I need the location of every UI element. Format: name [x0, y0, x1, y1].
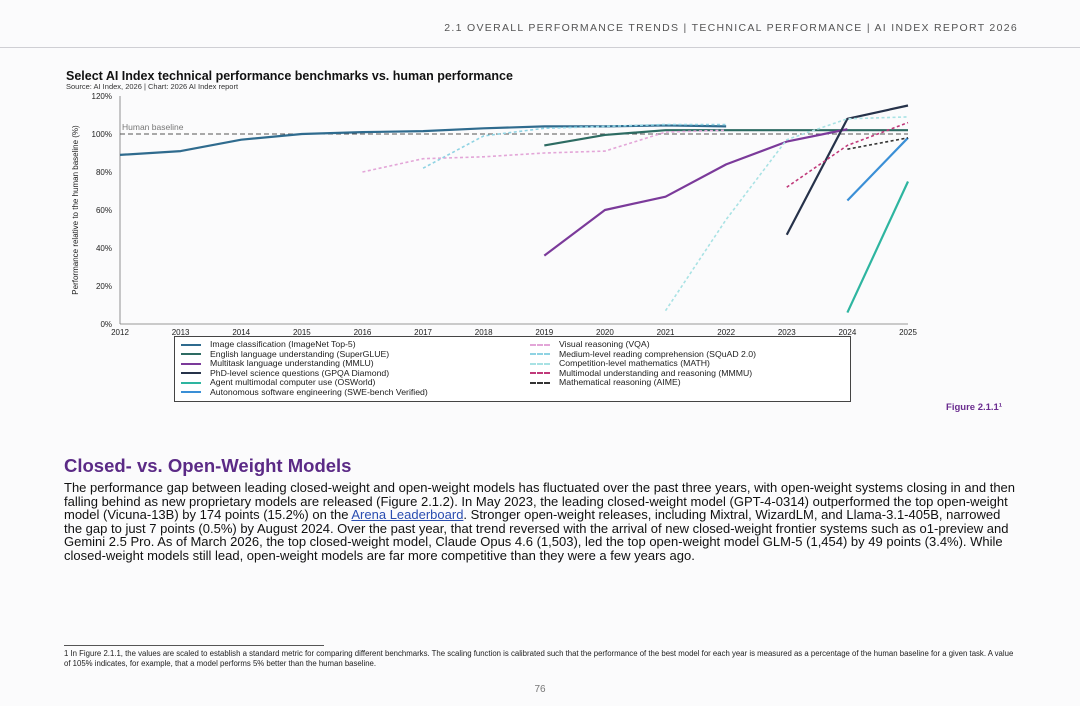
- legend-label: Visual reasoning (VQA): [559, 339, 650, 349]
- legend-label: Image classification (ImageNet Top-5): [210, 339, 356, 349]
- y-axis-title: Performance relative to the human baseline (%): [71, 125, 80, 295]
- series-line-agent-multimodal-computer-use-osworld: [847, 182, 908, 313]
- legend-label: Medium-level reading comprehension (SQuAD 2.0): [559, 348, 757, 359]
- legend-label: Multitask language understanding (MMLU): [210, 358, 374, 368]
- header-divider: [0, 47, 1080, 48]
- figure-label: Figure 2.1.1¹: [946, 402, 1002, 413]
- x-tick-label: 2019: [535, 328, 554, 336]
- x-tick-label: 2016: [353, 328, 372, 336]
- series-line-competition-level-mathematics-math: [666, 117, 908, 311]
- y-tick-label: 80%: [95, 168, 112, 177]
- body-text-part-1: The performance gap between leading closed-weight and open-weight models has fluctuated over the past three years, with open-weight systems closing in and then falling behind as new proprietary models are released (Figure 2.1.2). In May 2023, the leading closed-weight model (GPT-4-0314) outperformed the top open-weight model (Vicuna-13B) by 174 points (15.2%) on the: [64, 480, 1016, 523]
- y-tick-label: 20%: [95, 282, 112, 291]
- x-tick-label: 2022: [717, 328, 736, 336]
- y-tick-label: 0%: [100, 320, 112, 329]
- legend-item: [530, 378, 756, 388]
- legend-label: English language understanding (SuperGLUE): [210, 348, 390, 359]
- x-tick-label: 2012: [111, 328, 129, 336]
- legend-label: Competition-level mathematics (MATH): [559, 358, 710, 368]
- legend-swatch: [181, 344, 201, 346]
- y-tick-label: 100%: [91, 130, 112, 139]
- legend-swatch: [530, 382, 550, 384]
- legend-swatch: [530, 363, 550, 365]
- x-tick-label: 2013: [171, 328, 190, 336]
- x-tick-label: 2025: [899, 328, 917, 336]
- legend-swatch: [530, 353, 550, 355]
- chart-title: Select AI Index technical performance benchmarks vs. human performance: [66, 69, 513, 83]
- section-title: Closed- vs. Open-Weight Models: [64, 455, 352, 476]
- legend-label: Agent multimodal computer use (OSWorld): [210, 377, 376, 387]
- legend-swatch: [181, 382, 201, 384]
- legend-swatch: [181, 353, 201, 355]
- series-line-visual-reasoning-vqa: [362, 130, 726, 172]
- legend-label: Multimodal understanding and reasoning (MMMU): [559, 367, 753, 378]
- legend-swatch: [530, 372, 550, 374]
- series-line-image-classification-imagenet-top-5: [120, 125, 726, 154]
- x-tick-label: 2024: [838, 328, 857, 336]
- x-tick-label: 2023: [777, 328, 796, 336]
- body-text-part-2: . Stronger open-weight releases, including Mixtral, WizardLM, and Llama-3.1-405B, narrowed the gap to just 7 points (0.5%) by August 2024. Over the past year, that trend reversed with the arrival of new closed-weight frontier systems such as o1-preview and Gemini 2.5 Pro. As of March 2026, the top closed-weight model, Claude Opus 4.6 (1,503), led the top open-weight model GLM-5 (1,454) by 49 points (3.4%). While closed-weight models still lead, open-weight models are far more competitive than they were a few years ago.: [64, 507, 1009, 563]
- x-tick-label: 2017: [414, 328, 432, 336]
- series-line-english-language-understanding-superglue: [544, 130, 908, 145]
- x-tick-label: 2021: [656, 328, 675, 336]
- y-tick-label: 60%: [95, 206, 112, 215]
- legend-swatch: [181, 363, 201, 365]
- human-baseline-label: Human baseline: [122, 122, 184, 132]
- x-tick-label: 2014: [232, 328, 251, 336]
- body-paragraph: [64, 481, 1019, 563]
- legend-swatch: [530, 344, 550, 346]
- footnote: 1 In Figure 2.1.1, the values are scaled to establish a standard metric for comparing different benchmarks. The scaling function is calibrated such that the performance of the best model for each year is measured as a percentage of the human baseline for a given task. A value of 105% indicates, for example, that a model performs 5% better than the human baseline.: [64, 649, 1014, 669]
- legend-swatch: [181, 372, 201, 374]
- legend-swatch: [181, 391, 201, 393]
- series-line-phd-level-science-questions-gpqa-diamond: [787, 106, 908, 235]
- legend-item: [181, 388, 428, 398]
- x-tick-label: 2018: [474, 328, 493, 336]
- chart-source: Source: AI Index, 2026 | Chart: 2026 AI Index report: [66, 82, 239, 91]
- series-line-multitask-language-understanding-mmlu: [544, 129, 847, 255]
- series-line-multimodal-understanding-and-reasoning-mmmu: [787, 123, 908, 188]
- series-line-autonomous-software-engineering-swe-bench-verified: [847, 138, 908, 201]
- y-tick-label: 40%: [95, 244, 112, 253]
- legend-label: Autonomous software engineering (SWE-bench Verified): [210, 386, 428, 397]
- page-number: 76: [534, 684, 546, 695]
- legend-label: PhD-level science questions (GPQA Diamond): [210, 367, 390, 378]
- legend-label: Mathematical reasoning (AIME): [559, 377, 681, 387]
- running-header: 2.1 OVERALL PERFORMANCE TRENDS | TECHNICAL PERFORMANCE | AI INDEX REPORT 2026: [444, 22, 1018, 34]
- arena-leaderboard-link[interactable]: Arena Leaderboard: [351, 507, 464, 523]
- y-tick-label: 120%: [91, 92, 112, 101]
- legend-column-left: [181, 340, 428, 397]
- x-tick-label: 2020: [596, 328, 614, 336]
- chart-legend: [174, 336, 851, 402]
- footnote-divider: [64, 645, 324, 646]
- x-tick-label: 2015: [292, 328, 311, 336]
- legend-column-right: [530, 340, 756, 388]
- line-chart: [60, 88, 930, 336]
